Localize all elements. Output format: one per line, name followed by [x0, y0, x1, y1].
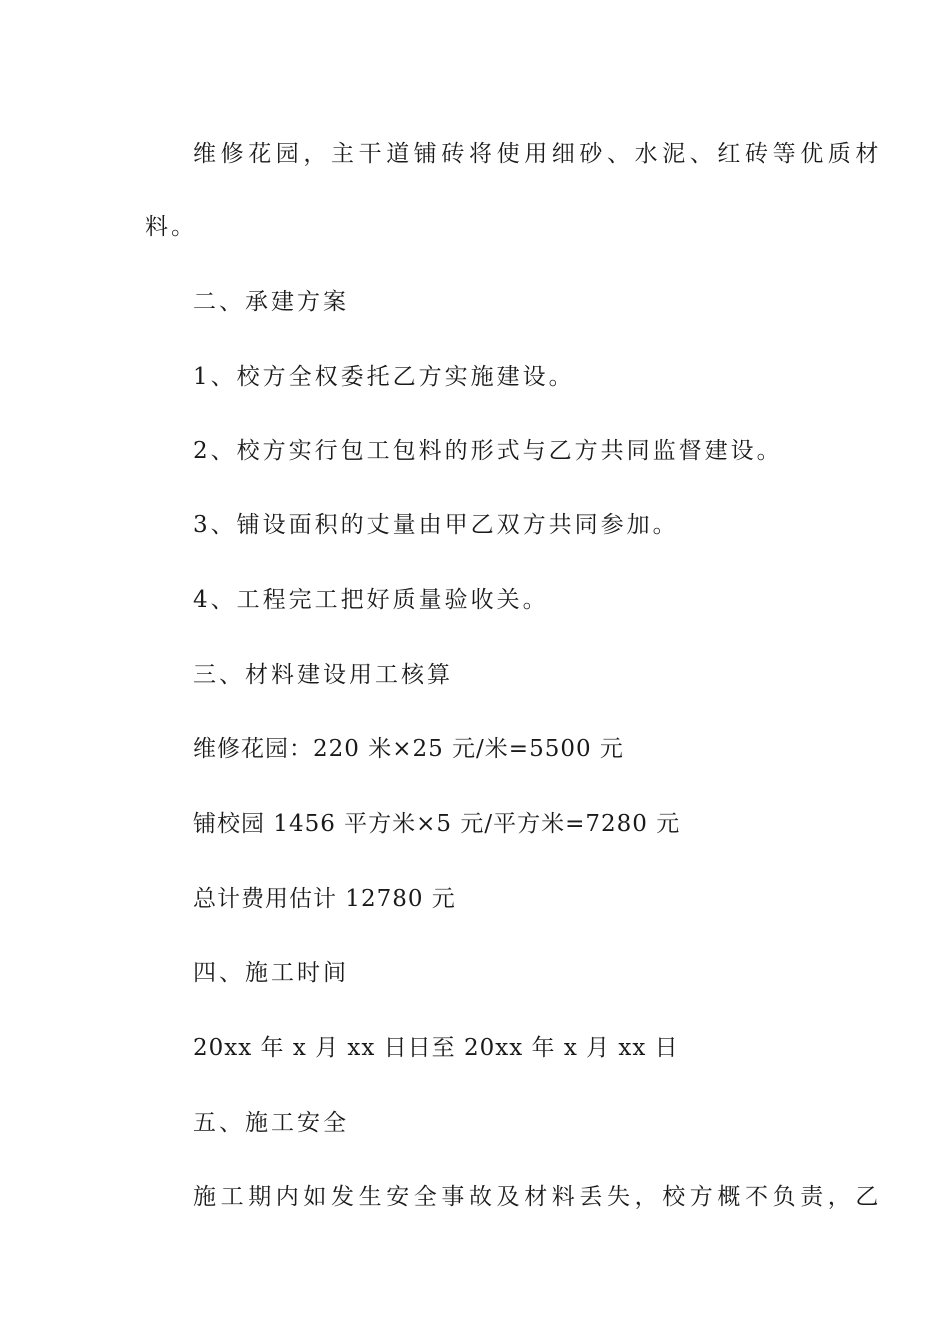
paragraph-1-line-1: 维修花园，主干道铺砖将使用细砂、水泥、红砖等优质材	[193, 141, 883, 167]
schedule-line: 20xx 年 x 月 xx 日日至 20xx 年 x 月 xx 日	[193, 1035, 679, 1061]
cost-line-1: 维修花园：220 米×25 元/米=5500 元	[193, 736, 624, 762]
section-2-heading: 二、承建方案	[193, 289, 349, 315]
paragraph-1-line-2: 料。	[145, 214, 197, 240]
list-item-1: 1、校方全权委托乙方实施建设。	[193, 364, 575, 390]
section-5-heading: 五、施工安全	[193, 1110, 349, 1136]
cost-line-2: 铺校园 1456 平方米×5 元/平方米=7280 元	[193, 811, 681, 837]
section-3-heading: 三、材料建设用工核算	[193, 662, 453, 688]
safety-line-1: 施工期内如发生安全事故及材料丢失，校方概不负责，乙	[193, 1184, 883, 1210]
list-item-3: 3、铺设面积的丈量由甲乙双方共同参加。	[193, 512, 679, 538]
cost-total: 总计费用估计 12780 元	[193, 886, 456, 912]
list-item-2: 2、校方实行包工包料的形式与乙方共同监督建设。	[193, 438, 783, 464]
list-item-4: 4、工程完工把好质量验收关。	[193, 587, 549, 613]
section-4-heading: 四、施工时间	[193, 960, 349, 986]
